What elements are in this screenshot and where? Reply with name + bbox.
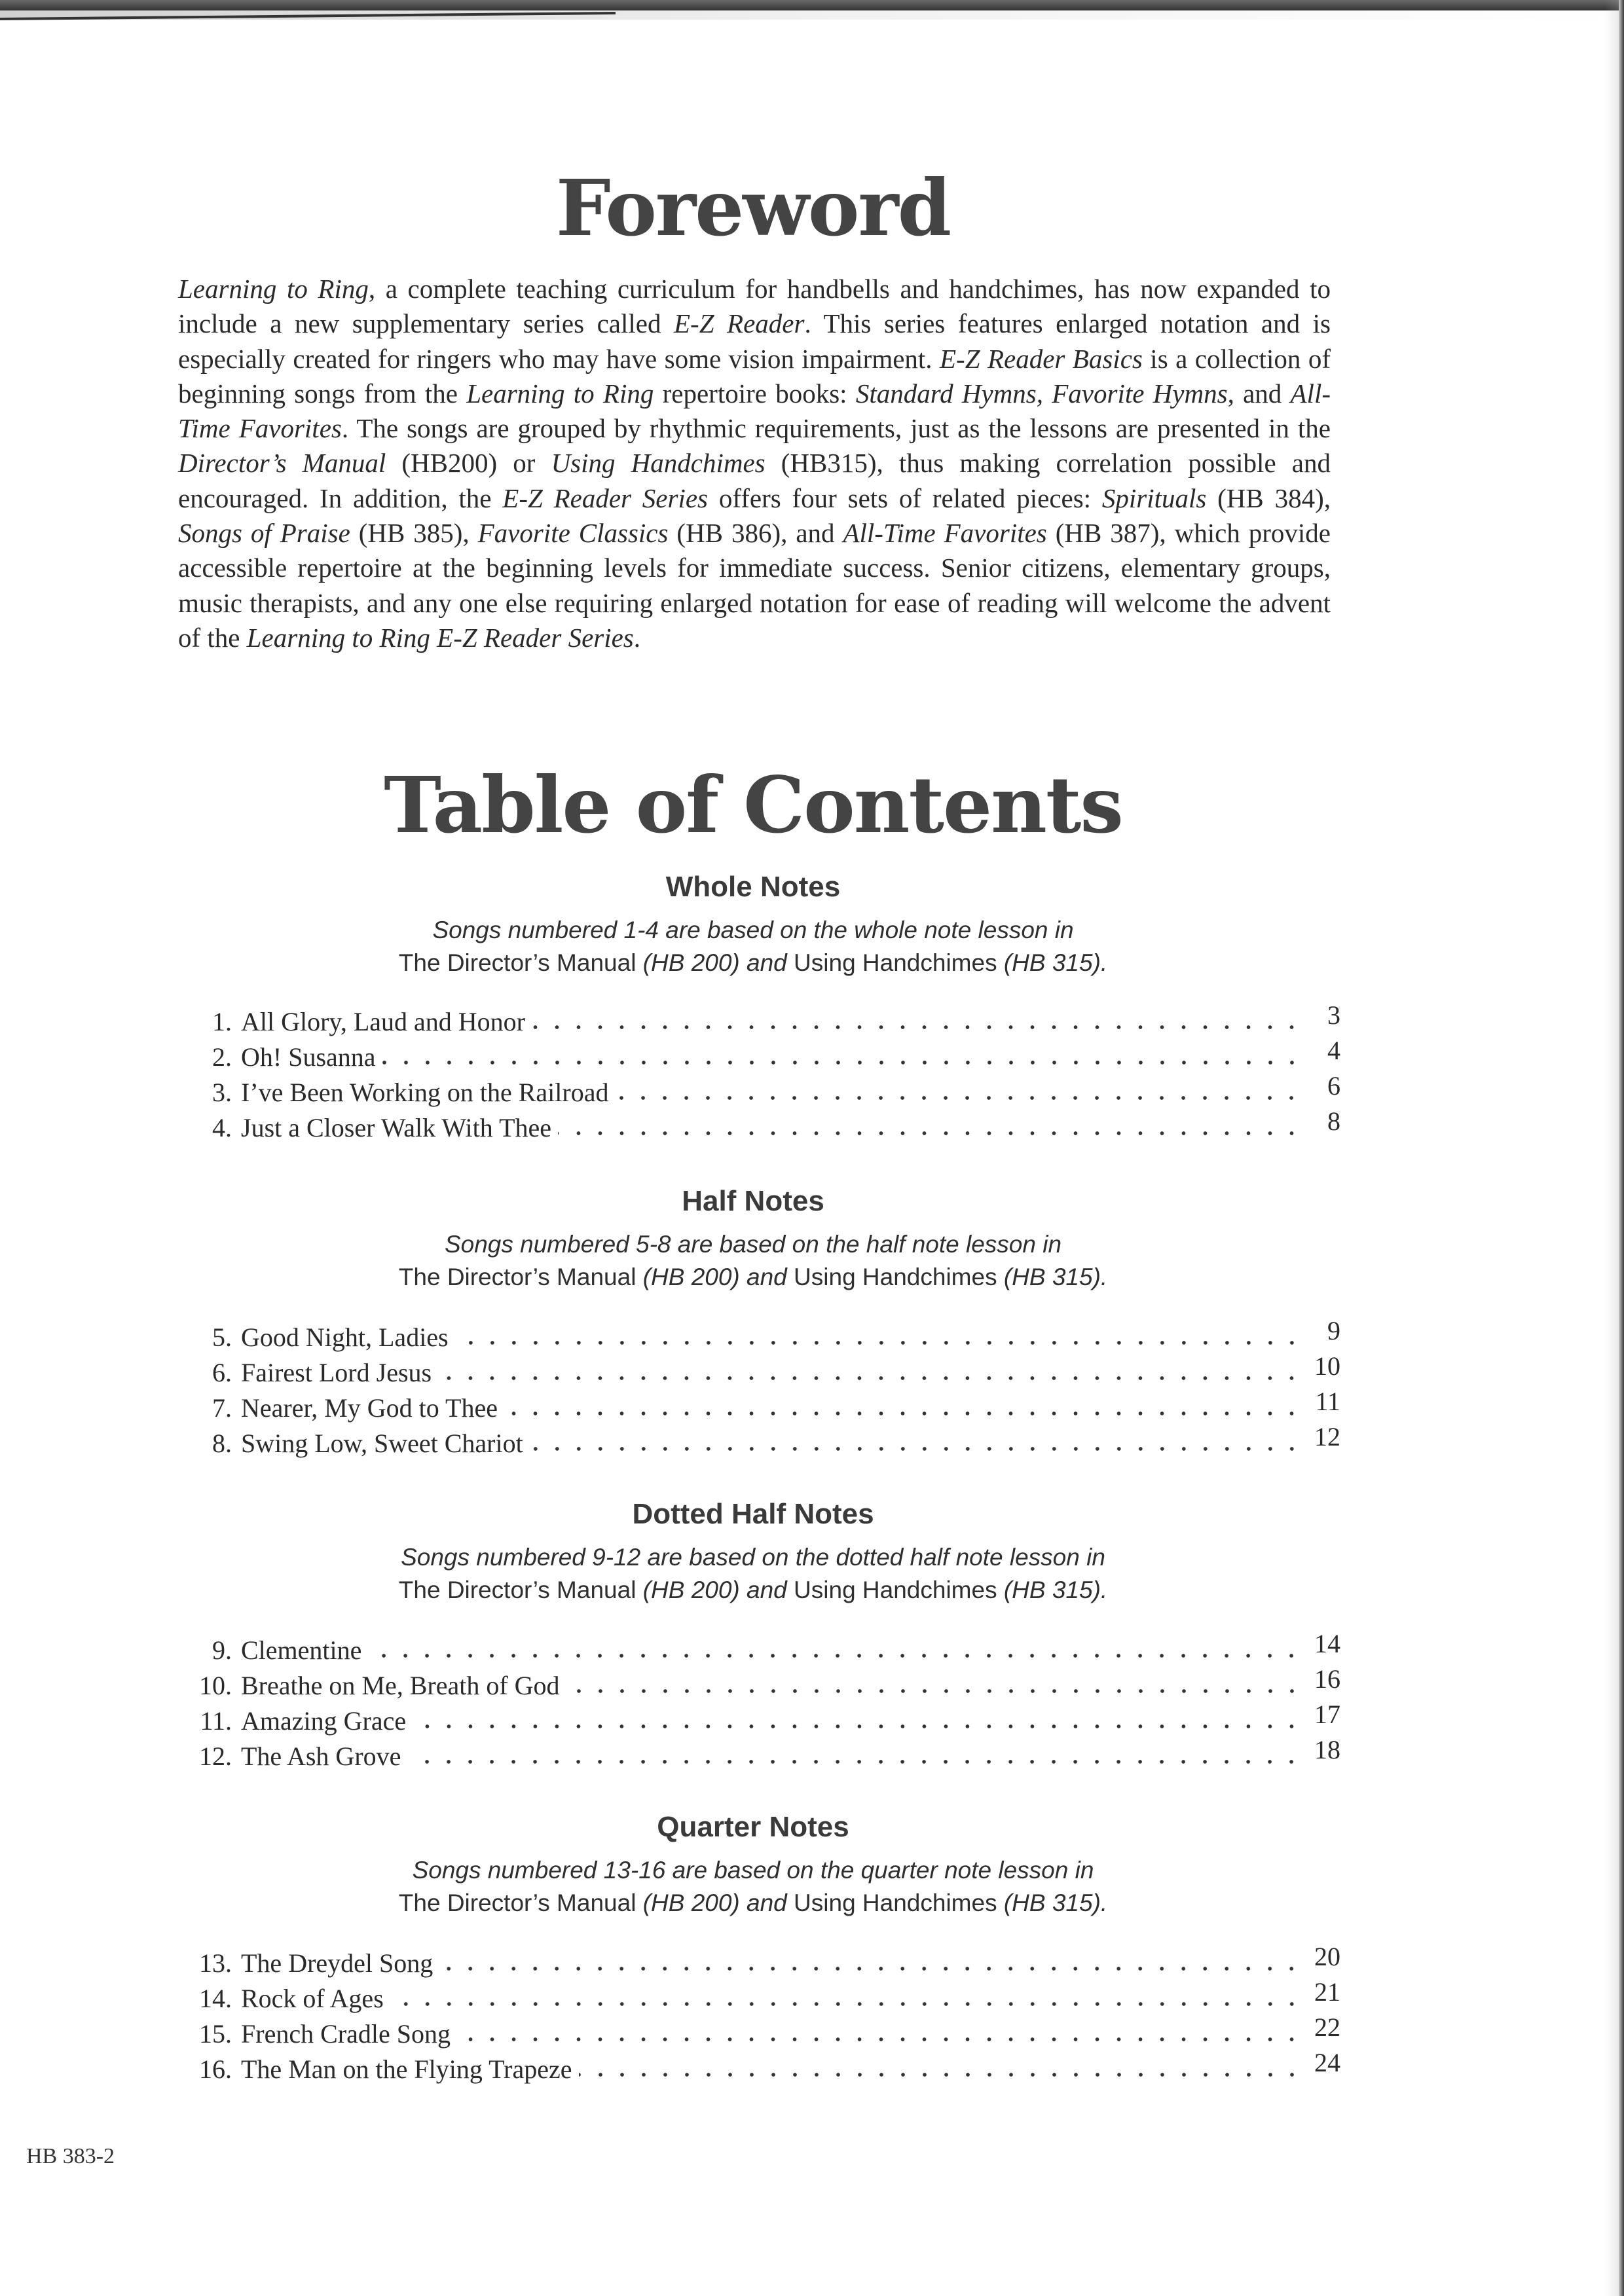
entry-number: 5.: [212, 1322, 232, 1352]
note-text: The Director’s Manual: [398, 1264, 643, 1290]
entry-page-number: 16: [1314, 1664, 1340, 1694]
section-note-line1: [0, 914, 1506, 947]
toc-entry[interactable]: [178, 1700, 1340, 1739]
section-heading: Quarter Notes: [657, 1811, 849, 1843]
note-text: (HB 200) and: [642, 1576, 794, 1603]
dot-leader: [439, 1965, 1302, 1972]
foreword-segment: (HB200) or: [386, 448, 551, 479]
entry-title: Swing Low, Sweet Chariot: [241, 1429, 523, 1458]
section-heading: Whole Notes: [665, 871, 841, 903]
entry-title: Nearer, My God to Thee: [241, 1393, 498, 1423]
scan-right-shadow: [1604, 0, 1619, 2296]
dot-leader: [504, 1410, 1302, 1417]
note-text: Songs numbered 13-16 are based on the quarter note lesson in: [412, 1857, 1094, 1884]
foreword-segment: All-Time Favorites: [843, 518, 1047, 549]
entry-page-number: 17: [1314, 1700, 1340, 1729]
toc-entry-list: [178, 1629, 1340, 1774]
entry-number: 14.: [199, 1984, 232, 2013]
entry-page-number: 21: [1314, 1977, 1340, 2007]
section-heading: Dotted Half Notes: [632, 1498, 874, 1530]
section-note: [0, 1228, 1506, 1294]
foreword-segment: Learning to Ring: [466, 378, 654, 409]
toc-entry-list: [178, 1942, 1340, 2087]
toc-entry-list: [178, 1316, 1340, 1461]
toc-entry-list: [178, 1000, 1340, 1146]
note-text: (HB 200) and: [642, 1264, 794, 1290]
foreword-segment: . This series features enlarged notation and is especially created for ringers who may have some vision impairment.: [178, 308, 1331, 374]
foreword-segment: offers four sets of related pieces:: [708, 483, 1102, 513]
dot-leader: [390, 2001, 1302, 2007]
entry-title: Good Night, Ladies: [241, 1322, 449, 1352]
foreword-segment: E-Z Reader: [674, 308, 805, 339]
entry-title: The Ash Grove: [241, 1741, 401, 1771]
foreword-segment: (HB 385),: [350, 518, 478, 549]
dot-leader: [368, 1652, 1302, 1659]
note-text: The Director’s Manual: [398, 949, 643, 976]
entry-page-number: 14: [1314, 1629, 1340, 1658]
entry-number: 2.: [212, 1042, 232, 1072]
entry-page-number: 20: [1314, 1942, 1340, 1971]
entry-page-number: 6: [1327, 1071, 1340, 1101]
section-note: [0, 914, 1506, 979]
section-note-line2: [0, 1887, 1506, 1920]
foreword-segment: (HB315), thus making correlation possible and encouraged. In addition, the: [178, 448, 1331, 513]
foreword-title: Foreword: [555, 162, 951, 253]
note-text: Using Handchimes: [794, 1264, 1004, 1290]
entry-number: 3.: [212, 1078, 232, 1107]
foreword-segment: Songs of Praise: [178, 518, 350, 549]
note-text: Songs numbered 1-4 are based on the whole note lesson in: [432, 917, 1074, 943]
toc-entry[interactable]: [178, 1387, 1340, 1426]
foreword-segment: Learning to Ring E-Z Reader Series: [246, 622, 634, 653]
toc-entry[interactable]: [178, 1422, 1340, 1461]
foreword-segment: E-Z Reader Basics: [940, 343, 1143, 374]
note-text: Using Handchimes: [794, 949, 1004, 976]
foreword-segment: repertoire books:: [654, 378, 856, 409]
foreword-segment: is a collection of beginning songs from the: [178, 343, 1331, 409]
entry-number: 8.: [212, 1429, 232, 1458]
entry-number: 16.: [199, 2054, 232, 2084]
foreword-segment: (HB 386), and: [668, 518, 843, 549]
entry-page-number: 18: [1314, 1735, 1340, 1764]
entry-number: 11.: [200, 1706, 232, 1736]
dot-leader: [566, 1688, 1302, 1694]
entry-page-number: 22: [1314, 2013, 1340, 2042]
dot-leader: [532, 1024, 1302, 1030]
toc-entry[interactable]: [178, 1036, 1340, 1075]
entry-number: 10.: [199, 1671, 232, 1700]
note-text: (HB 315).: [1003, 949, 1108, 976]
section-note-line2: [0, 1574, 1506, 1607]
toc-entry[interactable]: [178, 2048, 1340, 2087]
dot-leader: [413, 1723, 1302, 1730]
entry-title: Fairest Lord Jesus: [241, 1358, 432, 1387]
note-text: The Director’s Manual: [398, 1576, 643, 1603]
dot-leader: [455, 1339, 1302, 1346]
toc-entry[interactable]: [178, 1351, 1340, 1391]
entry-title: Rock of Ages: [241, 1984, 384, 2013]
entry-title: Breathe on Me, Breath of God: [241, 1671, 560, 1700]
entry-page-number: 4: [1327, 1036, 1340, 1065]
note-text: Using Handchimes: [794, 1576, 1004, 1603]
foreword-segment: (HB 384),: [1206, 483, 1331, 513]
section-note-line1: [0, 1854, 1506, 1887]
toc-entry[interactable]: [178, 1629, 1340, 1668]
dot-leader: [530, 1446, 1302, 1452]
dot-leader: [615, 1095, 1302, 1101]
section-note: [0, 1854, 1506, 1920]
toc-entry[interactable]: [178, 1735, 1340, 1774]
foreword-segment: Learning to Ring: [178, 274, 369, 304]
foreword-segment: Using Handchimes: [551, 448, 766, 479]
entry-page-number: 8: [1327, 1106, 1340, 1136]
foreword-body: [178, 272, 1331, 655]
entry-title: The Man on the Flying Trapeze: [241, 2054, 572, 2084]
foreword-segment: Spirituals: [1101, 483, 1207, 513]
entry-page-number: 10: [1314, 1351, 1340, 1381]
toc-entry[interactable]: [178, 1942, 1340, 1981]
entry-title: Amazing Grace: [241, 1706, 407, 1736]
note-text: (HB 315).: [1003, 1576, 1108, 1603]
entry-number: 4.: [212, 1113, 232, 1142]
section-note-line2: [0, 947, 1506, 979]
entry-number: 9.: [212, 1635, 232, 1665]
entry-title: I’ve Been Working on the Railroad: [241, 1078, 609, 1107]
toc-entry[interactable]: [178, 1106, 1340, 1146]
toc-entry[interactable]: [178, 1977, 1340, 2016]
entry-page-number: 24: [1314, 2048, 1340, 2077]
toc-entry[interactable]: [178, 1316, 1340, 1355]
note-text: The Director’s Manual: [398, 1889, 643, 1916]
section-heading: Half Notes: [682, 1185, 824, 1217]
dot-leader: [579, 2071, 1303, 2078]
entry-number: 15.: [199, 2019, 232, 2049]
foreword-segment: (HB 387), which provide accessible repertoire at the beginning levels for immediate success. Senior citizens, elementary groups, music therapists, and any one else requiring enlarged notation for ease of reading will welcome the advent of the: [178, 518, 1331, 653]
entry-title: Clementine: [241, 1635, 362, 1665]
entry-page-number: 11: [1315, 1387, 1340, 1416]
toc-entry[interactable]: [178, 1000, 1340, 1040]
entry-page-number: 3: [1327, 1000, 1340, 1030]
toc-title: Table of Contents: [384, 759, 1122, 850]
section-note: [0, 1541, 1506, 1607]
entry-number: 6.: [212, 1358, 232, 1387]
section-note-line1: [0, 1541, 1506, 1574]
note-text: Songs numbered 9-12 are based on the dotted half note lesson in: [401, 1544, 1105, 1571]
entry-title: Just a Closer Walk With Thee: [241, 1113, 552, 1142]
entry-number: 1.: [212, 1007, 232, 1036]
foreword-segment: . The songs are grouped by rhythmic requirements, just as the lessons are presented in the: [341, 413, 1331, 444]
scan-top-edge: [0, 0, 1624, 10]
entry-number: 13.: [199, 1948, 232, 1978]
scan-right-edge: [1619, 0, 1624, 2296]
note-text: Using Handchimes: [794, 1889, 1004, 1916]
note-text: (HB 315).: [1003, 1264, 1108, 1290]
entry-page-number: 9: [1327, 1316, 1340, 1345]
toc-entry[interactable]: [178, 1071, 1340, 1110]
note-text: Songs numbered 5-8 are based on the half note lesson in: [444, 1231, 1062, 1258]
dot-leader: [382, 1059, 1302, 1066]
toc-entry[interactable]: [178, 1664, 1340, 1704]
entry-title: French Cradle Song: [241, 2019, 451, 2049]
section-note-line1: [0, 1228, 1506, 1261]
foreword-segment: Standard Hymns, Favorite Hymns: [855, 378, 1228, 409]
entry-number: 12.: [199, 1741, 232, 1771]
toc-entry[interactable]: [178, 2013, 1340, 2052]
note-text: (HB 200) and: [642, 1889, 794, 1916]
entry-title: Oh! Susanna: [241, 1042, 376, 1072]
foreword-segment: Favorite Classics: [477, 518, 669, 549]
entry-page-number: 12: [1314, 1422, 1340, 1451]
foreword-segment: Director’s Manual: [178, 448, 386, 479]
foreword-segment: All-Time Favorites: [178, 378, 1331, 444]
dot-leader: [438, 1375, 1302, 1381]
entry-title: The Dreydel Song: [241, 1948, 434, 1978]
foreword-segment: .: [633, 622, 641, 653]
entry-number: 7.: [212, 1393, 232, 1423]
foreword-segment: E-Z Reader Series: [502, 483, 709, 513]
section-note-line2: [0, 1261, 1506, 1294]
foreword-segment: , a complete teaching curriculum for handbells and handchimes, has now expanded to include a new supplementary series called: [178, 274, 1331, 339]
dot-leader: [558, 1130, 1302, 1137]
dot-leader: [407, 1758, 1302, 1765]
note-text: (HB 315).: [1003, 1889, 1108, 1916]
dot-leader: [457, 2036, 1302, 2043]
foreword-segment: , and: [1227, 378, 1291, 409]
note-text: (HB 200) and: [642, 949, 794, 976]
entry-title: All Glory, Laud and Honor: [241, 1007, 525, 1036]
footer-catalog-code: HB 383-2: [26, 2144, 115, 2168]
